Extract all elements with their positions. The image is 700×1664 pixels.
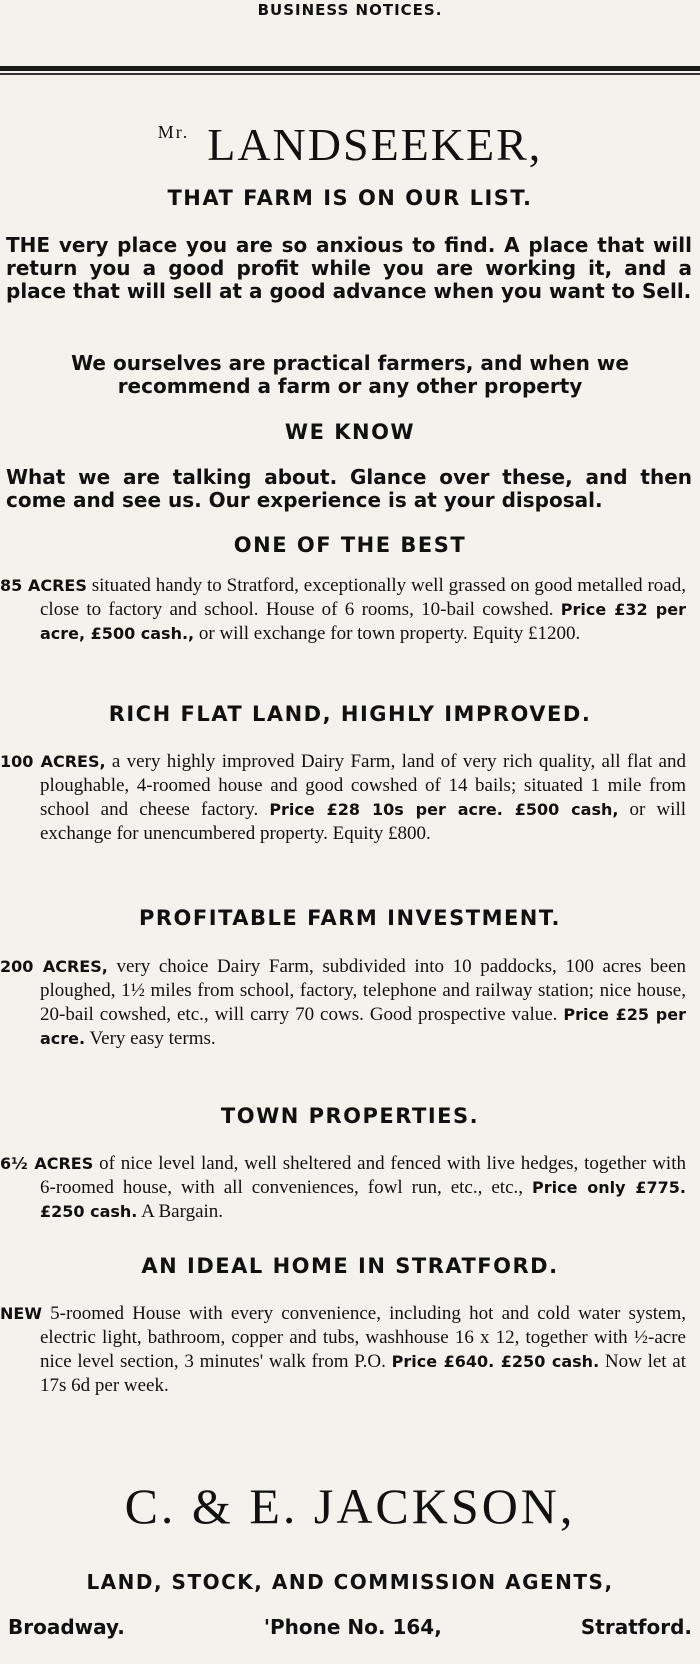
listing-text: situated handy to Stratford, exceptionally well grassed on good metalled road, close to factory and school. House of 6 rooms, 10-bail cowshed. [40, 575, 686, 620]
intro-paragraph: THE very place you are so anxious to find. A place that will return you a good profit while you are working it, and a place that will sell at a good advance when you want to Sell. [6, 233, 692, 303]
listing-item [0, 1302, 700, 1398]
listing-text: a very highly improved Dairy Farm, land of very rich quality, all flat and ploughable, 4-roomed house and good cowshed of 14 bails; situated 1 mile from school and cheese factory. [40, 751, 686, 820]
listing-lead: 6½ ACRES [0, 1154, 94, 1173]
headline-prefix: Mr. [157, 122, 190, 142]
listing-text: or will exchange for town property. Equity £1200. [194, 623, 581, 644]
listing-heading: TOWN PROPERTIES. [220, 1104, 480, 1128]
section-header: BUSINESS NOTICES. [257, 1, 443, 19]
listing-price: Price £28 10s per acre. £500 cash, [269, 800, 619, 819]
listing-text: or will exchange for unencumbered property. Equity £800. [40, 799, 686, 844]
listing-item [0, 750, 700, 846]
listing-lead: 200 ACRES, [0, 957, 108, 976]
listing-price: Price £32 per acre, £500 cash., [40, 600, 686, 643]
listing-heading: RICH FLAT LAND, HIGHLY IMPROVED. [108, 702, 592, 726]
listing-text: Now let at 17s 6d per week. [40, 1351, 686, 1396]
listing-text: Very easy terms. [85, 1028, 216, 1049]
footer-phone: 'Phone No. 164, [263, 1615, 442, 1639]
headline-name: LANDSEEKER, [207, 119, 543, 170]
we-know-heading: WE KNOW [284, 420, 416, 444]
listing-price: Price £640. £250 cash. [391, 1352, 600, 1371]
listing-lead: 100 ACRES, [0, 752, 106, 771]
listing-heading: PROFITABLE FARM INVESTMENT. [139, 906, 561, 930]
headline [0, 104, 700, 173]
listing-text: 5-roomed House with every convenience, including hot and cold water system, electric light, bathroom, copper and tubs, washhouse 16 x 12, together with ½-acre nice level section, 3 minutes' walk from P.O. [40, 1303, 686, 1372]
listing-price: Price £25 per acre. [40, 1005, 687, 1048]
header-rule-thick [0, 66, 700, 71]
footer-address [0, 1613, 700, 1641]
talking-paragraph: What we are talking about. Glance over these, and then come and see us. Our experience is at your disposal. [6, 465, 692, 512]
listing-lead: NEW [0, 1304, 42, 1323]
firm-name: C. & E. JACKSON, [124, 1478, 576, 1534]
listing-text: A Bargain. [137, 1201, 224, 1222]
firm-role: LAND, STOCK, AND COMMISSION AGENTS, [86, 1570, 614, 1594]
footer-street: Broadway. [8, 1615, 125, 1639]
farmers-paragraph: We ourselves are practical farmers, and when we recommend a farm or any other property [71, 351, 629, 398]
footer-town: Stratford. [580, 1615, 692, 1639]
listing-item [0, 955, 700, 1051]
listing-item [0, 1152, 700, 1224]
listing-text: of nice level land, well sheltered and fenced with live hedges, together with 6-roomed house, with all conveniences, fowl run, etc., etc., [40, 1153, 686, 1198]
listing-price: Price only £775. £250 cash. [40, 1178, 687, 1221]
listing-item [0, 574, 700, 646]
listing-text: very choice Dairy Farm, subdivided into 10 paddocks, 100 acres been ploughed, 1½ miles from school, factory, telephone and railway station; nice house, 20-bail cowshed, etc., will carry 70 cows. Good prospective value. [40, 956, 686, 1025]
listing-heading: AN IDEAL HOME IN STRATFORD. [141, 1254, 559, 1278]
tagline: THAT FARM IS ON OUR LIST. [167, 186, 533, 210]
header-rule-thin [0, 73, 700, 75]
listing-lead: 85 ACRES [0, 576, 87, 595]
listing-heading: ONE OF THE BEST [233, 533, 467, 557]
